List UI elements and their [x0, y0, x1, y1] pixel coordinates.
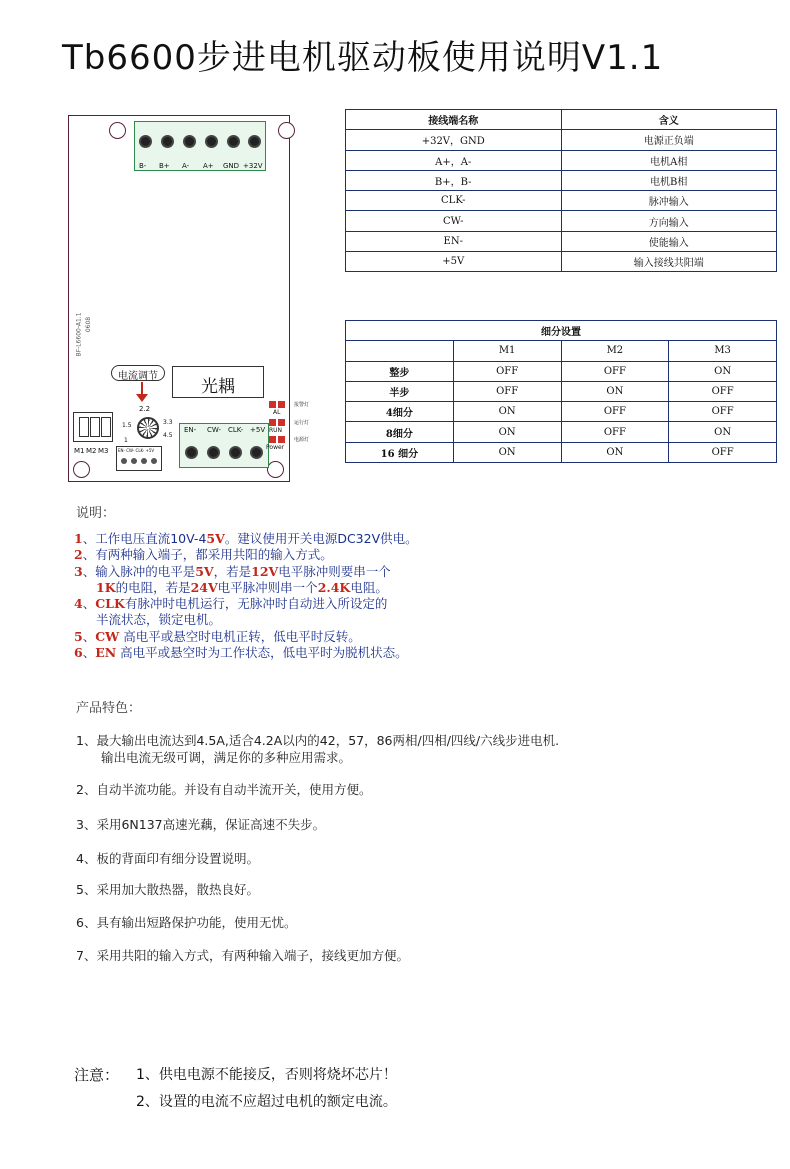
dip-label: M1 [74, 447, 85, 455]
table-header: 接线端名称 [346, 110, 562, 130]
small-input-header [116, 446, 162, 471]
warning-line: 2、设置的电流不应超过电机的额定电流。 [136, 1094, 397, 1110]
input-terminal-block [179, 423, 269, 468]
meaning-cell: 使能输入 [561, 231, 777, 251]
note-number: 1 [74, 531, 83, 546]
input-label: CLK- [228, 426, 244, 434]
table-row [346, 361, 777, 381]
mount-hole [278, 122, 295, 139]
note-line [74, 629, 418, 645]
warning-label: 注意： [74, 1066, 120, 1084]
meaning-cell: 电机A相 [561, 150, 777, 170]
feature-item: 4、板的背面印有细分设置说明。 [76, 851, 259, 866]
terminal-name-cell: +32V，GND [346, 130, 562, 150]
power-led-icon [278, 436, 285, 443]
feature-item: 1、最大输出电流达到4.5A,适合4.2A以内的42，57，86两相/四相/四线/六线步进电机. [76, 733, 560, 748]
arrow-down-icon [136, 394, 148, 402]
small-input-labels: EN- CW- CLK- +5V [118, 448, 155, 453]
terminal-label: A- [182, 162, 190, 170]
table-row [346, 402, 777, 422]
microstep-mode-cell: 4细分 [346, 402, 454, 422]
input-label: EN- [184, 426, 197, 434]
pot-value: 3.3 [163, 419, 173, 426]
microstep-mode-cell: 整步 [346, 361, 454, 381]
table-row [346, 231, 777, 251]
optocoupler-box [172, 366, 264, 398]
note-text: 半流状态，锁定电机。 [96, 612, 222, 628]
note-number: 4 [74, 596, 83, 612]
dip-label: M3 [98, 447, 109, 455]
screw-icon [207, 446, 220, 459]
table-row [346, 170, 777, 190]
wiring-table [345, 109, 777, 272]
switch-state-cell: ON [453, 402, 561, 422]
meaning-cell: 脉冲输入 [561, 191, 777, 211]
notes-list [74, 531, 418, 661]
meaning-cell: 电源正负端 [561, 130, 777, 150]
switch-state-cell: ON [669, 361, 777, 381]
table-header-row [346, 341, 777, 361]
board-date-text: 0608 [85, 316, 93, 333]
table-title-row [346, 321, 777, 341]
led-desc: 报警灯 [294, 402, 310, 408]
switch-state-cell: OFF [561, 361, 669, 381]
note-number: 6 [74, 645, 83, 661]
alarm-led-icon [278, 401, 285, 408]
current-adjust-label: 电流调节 [118, 371, 158, 382]
table-header: 含义 [561, 110, 777, 130]
terminal-name-cell: +5V [346, 252, 562, 272]
input-label: CW- [207, 426, 222, 434]
note-text: 、有两种输入端子，都采用共阳的输入方式。 [82, 547, 333, 563]
switch-state-cell: ON [453, 442, 561, 462]
note-text: 、CW 高电平或悬空时电机正转，低电平时反转。 [82, 628, 361, 644]
table-row [346, 191, 777, 211]
screw-icon [205, 135, 218, 148]
run-led-icon [269, 419, 276, 426]
mount-hole [73, 461, 90, 478]
screw-icon [161, 135, 174, 148]
terminal-label: B- [139, 162, 147, 170]
power-led-icon [269, 436, 276, 443]
switch-state-cell: OFF [453, 381, 561, 401]
switch-state-cell: OFF [561, 422, 669, 442]
potentiometer-icon [137, 417, 159, 439]
pin-icon [121, 458, 127, 464]
dip-slot [101, 417, 111, 437]
led-label: RUN [269, 427, 283, 434]
note-number: 2 [74, 547, 83, 563]
table-title: 细分设置 [346, 321, 777, 341]
table-header [346, 341, 454, 361]
pot-value: 1.5 [122, 422, 132, 429]
meaning-cell: 输入接线共阳端 [561, 252, 777, 272]
note-line [74, 645, 418, 661]
terminal-label: B+ [159, 162, 170, 170]
run-led-icon [278, 419, 285, 426]
note-text: 、CLK有脉冲时电机运行，无脉冲时自动进入所设定的 [82, 596, 388, 612]
pot-value: 4.5 [163, 432, 173, 439]
notes-heading: 说明： [76, 506, 116, 521]
dip-switch [73, 412, 113, 442]
switch-state-cell: OFF [453, 361, 561, 381]
screw-icon [250, 446, 263, 459]
page-title: Tb6600步进电机驱动板使用说明V1.1 [62, 38, 664, 78]
led-desc: 运行灯 [294, 420, 310, 426]
note-text: 1K的电阻，若是24V电平脉冲则串一个2.4K电阻。 [96, 579, 388, 595]
note-line [74, 596, 418, 612]
switch-state-cell: ON [561, 442, 669, 462]
table-row [346, 211, 777, 231]
feature-item: 输出电流无级可调，满足你的多种应用需求。 [101, 750, 352, 765]
table-row [346, 381, 777, 401]
switch-state-cell: OFF [561, 402, 669, 422]
feature-item: 6、具有输出短路保护功能，使用无忧。 [76, 915, 297, 930]
note-text: 、工作电压直流10V-45V。建议使用开关电源DC32V供电。 [82, 531, 418, 546]
terminal-label: A+ [203, 162, 214, 170]
board-diagram [68, 115, 290, 482]
pot-value: 2.2 [139, 405, 151, 413]
table-header: M3 [669, 341, 777, 361]
pin-icon [141, 458, 147, 464]
terminal-name-cell: EN- [346, 231, 562, 251]
switch-state-cell: ON [453, 422, 561, 442]
screw-icon [227, 135, 240, 148]
mount-hole [109, 122, 126, 139]
table-row [346, 422, 777, 442]
board-model-text: BF-L6600-A1.1 [75, 312, 83, 357]
note-line [74, 531, 418, 547]
pin-icon [151, 458, 157, 464]
microstep-mode-cell: 8细分 [346, 422, 454, 442]
table-row [346, 150, 777, 170]
feature-item: 2、自动半流功能。并设有自动半流开关，使用方便。 [76, 782, 372, 797]
microstep-mode-cell: 半步 [346, 381, 454, 401]
table-row [346, 442, 777, 462]
led-desc: 电源灯 [294, 437, 310, 443]
switch-state-cell: ON [561, 381, 669, 401]
switch-state-cell: OFF [669, 442, 777, 462]
screw-icon [248, 135, 261, 148]
optocoupler-label: 光耦 [201, 377, 235, 397]
note-line [74, 564, 418, 580]
current-adjust-callout [111, 365, 165, 381]
note-line [74, 547, 418, 563]
terminal-label: GND [223, 162, 240, 170]
led-label: Power [266, 444, 285, 451]
alarm-led-icon [269, 401, 276, 408]
switch-state-cell: OFF [669, 402, 777, 422]
screw-icon [183, 135, 196, 148]
terminal-name-cell: CW- [346, 211, 562, 231]
table-row [346, 252, 777, 272]
dip-slot [79, 417, 89, 437]
warning-line: 1、供电电源不能接反，否则将烧坏芯片！ [136, 1067, 397, 1083]
screw-icon [139, 135, 152, 148]
note-number: 3 [74, 563, 83, 579]
meaning-cell: 电机B相 [561, 170, 777, 190]
input-label: +5V [250, 426, 266, 434]
features-heading: 产品特色： [76, 701, 142, 716]
microstep-mode-cell: 16 细分 [346, 442, 454, 462]
terminal-name-cell: A+，A- [346, 150, 562, 170]
table-header: M1 [453, 341, 561, 361]
screw-icon [185, 446, 198, 459]
screw-icon [229, 446, 242, 459]
feature-item: 7、采用共阳的输入方式，有两种输入端子，接线更加方便。 [76, 948, 409, 963]
note-text: 、EN 高电平或悬空时为工作状态，低电平时为脱机状态。 [82, 645, 408, 661]
mount-hole [267, 461, 284, 478]
dip-label: M2 [86, 447, 97, 455]
motor-terminal-block [134, 121, 266, 171]
note-line [74, 612, 418, 628]
table-header-row [346, 110, 777, 130]
dip-slot [90, 417, 100, 437]
microstep-table [345, 320, 777, 463]
pin-icon [131, 458, 137, 464]
table-row [346, 130, 777, 150]
terminal-label: +32V [243, 162, 263, 170]
note-line [74, 580, 418, 596]
meaning-cell: 方向输入 [561, 211, 777, 231]
switch-state-cell: OFF [669, 381, 777, 401]
feature-item: 5、采用加大散热器，散热良好。 [76, 882, 259, 897]
feature-item: 3、采用6N137高速光藕，保证高速不失步。 [76, 817, 326, 832]
note-number: 5 [74, 628, 83, 644]
pot-value: 1 [124, 437, 128, 444]
note-text: 、输入脉冲的电平是5V，若是12V电平脉冲则要串一个 [82, 563, 391, 579]
led-label: AL [273, 409, 281, 416]
terminal-name-cell: B+，B- [346, 170, 562, 190]
table-header: M2 [561, 341, 669, 361]
terminal-name-cell: CLK- [346, 191, 562, 211]
switch-state-cell: ON [669, 422, 777, 442]
